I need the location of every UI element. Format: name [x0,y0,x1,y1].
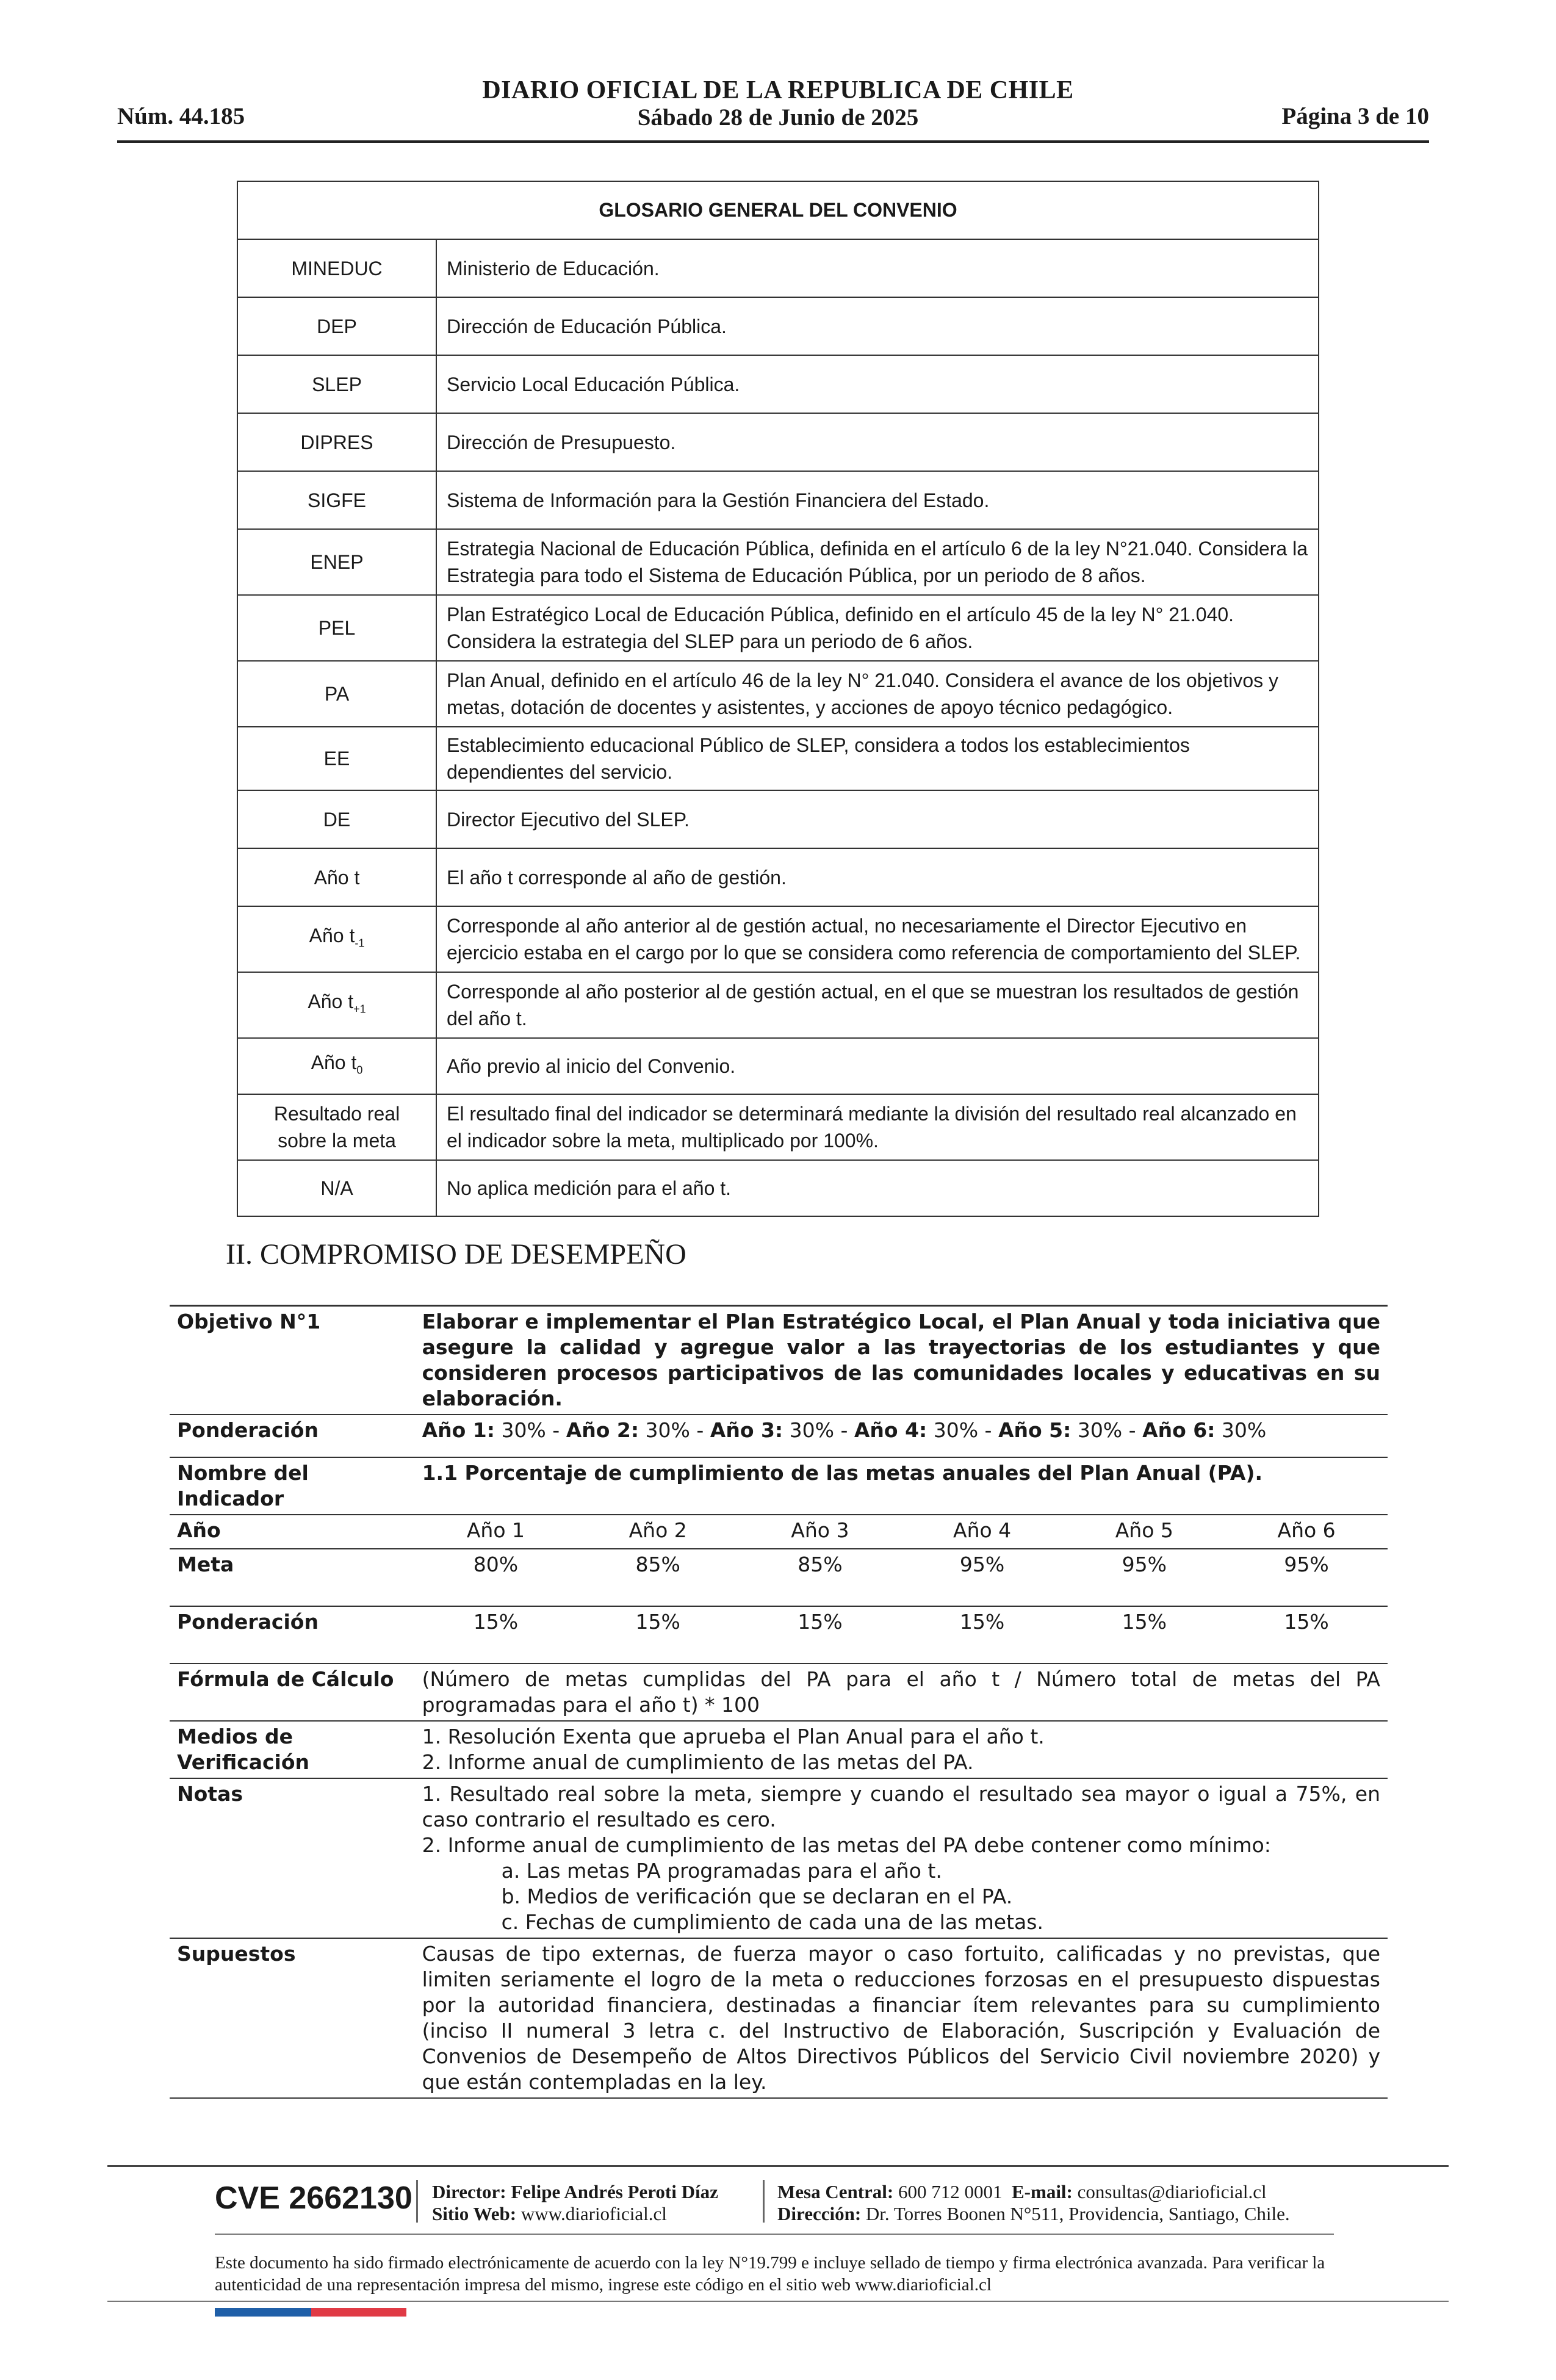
weighting-value: 30% - [927,1418,998,1442]
weighting-year: Año 1: [422,1418,495,1442]
footer-website [432,2203,718,2225]
flag-bar-red [311,2308,406,2317]
list-item: 1. Resolución Exenta que aprueba el Plan Anual para el año t. [422,1725,1045,1748]
table-row [170,1664,1388,1721]
footer-contact-block [777,2181,1290,2225]
website-label: Sitio Web: [432,2203,517,2224]
footer-separator [416,2180,418,2223]
glossary-term: N/A [237,1160,436,1216]
glossary-definition: No aplica medición para el año t. [436,1160,1319,1216]
footer-address [777,2203,1290,2225]
glossary-definition: Dirección de Educación Pública. [436,297,1319,355]
glossary-term: PEL [237,595,436,661]
table-row [237,1038,1319,1094]
year-header: Año 5 [1115,1518,1173,1542]
weighting-year: Año 3: [710,1418,783,1442]
weighting-value: 30% - [639,1418,710,1442]
glossary-definition: Año previo al inicio del Convenio. [436,1038,1319,1094]
goal-value: 95% [1122,1552,1167,1576]
assumptions-label: Supuestos [177,1942,296,1966]
glossary-definition: Establecimiento educacional Público de SLEP, considera a todos los establecimientos dependientes del servicio. [436,727,1319,790]
assumptions-text: Causas de tipo externas, de fuerza mayor o caso fortuito, calificadas y no previstas, que limiten seriamente el logro de la meta o reducciones forzosas en el presupuesto dispuestas por la autoridad financiera, destinadas a financiar ítem relevantes para su cumplimiento (inciso II numeral 3 letra c. del Instructivo de Elaboración, Suscripción y Evaluación de Convenios de Desempeño de Altos Directivos Públicos del Servicio Civil noviembre 2020) y que están contempladas en la ley. [422,1942,1380,2094]
footer-separator [763,2180,765,2223]
table-row [170,1515,1388,1549]
note-item: 2. Informe anual de cumplimiento de las metas del PA debe contener como mínimo: [422,1833,1271,1857]
footer-phone-email [777,2181,1290,2203]
table-row [237,297,1319,355]
table-row [237,661,1319,727]
table-row [237,848,1319,906]
table-row [237,727,1319,790]
weighting-value: 30% [1215,1418,1267,1442]
glossary-term-subscript: 0 [356,1064,363,1076]
glossary-definition: Estrategia Nacional de Educación Pública, definida en el artículo 6 de la ley N°21.040. Considera la Estrategia para todo el Sistema de Educación Pública, por un periodo de 8 años. [436,529,1319,595]
address-value: Dr. Torres Boonen N°511, Providencia, Santiago, Chile. [861,2203,1290,2224]
goal-value: 85% [798,1552,843,1576]
table-row [237,1094,1319,1160]
goal-value: 85% [635,1552,680,1576]
table-row [237,1160,1319,1216]
indicator-label: Nombre del Indicador [177,1461,309,1510]
issue-number: Núm. 44.185 [117,103,245,129]
notes-content [415,1778,1388,1938]
glossary-term-base: Año t [309,924,355,947]
glossary-definition: Director Ejecutivo del SLEP. [436,790,1319,848]
weighting-row-value: 15% [635,1610,680,1634]
performance-commitment-table [170,1305,1388,2099]
notes-label: Notas [177,1782,243,1806]
glossary-term-subscript: -1 [355,937,365,950]
table-row [170,1606,1388,1664]
table-row [170,1778,1388,1938]
glossary-definition: Ministerio de Educación. [436,239,1319,297]
director-label: Director: [432,2181,506,2202]
header-divider [117,140,1429,143]
weighting-value: 30% - [1071,1418,1143,1442]
year-header: Año 1 [466,1518,525,1542]
glossary-term: DEP [237,297,436,355]
note-subitem: b. Medios de verificación que se declaran en el PA. [501,1884,1013,1908]
weighting-year: Año 4: [854,1418,927,1442]
table-row [237,972,1319,1038]
weighting-row-value: 15% [473,1610,519,1634]
weighting-values [415,1415,1388,1457]
cve-code: CVE 2662130 [215,2180,412,2216]
glossary-definition: Plan Estratégico Local de Educación Pública, definido en el artículo 45 de la ley N° 21.040. Considera la estrategia del SLEP para un periodo de 6 años. [436,595,1319,661]
weighting-row-label: Ponderación [177,1610,319,1634]
table-row [237,595,1319,661]
note-item: 1. Resultado real sobre la meta, siempre y cuando el resultado sea mayor o igual a 75%, en caso contrario el resultado es cero. [422,1782,1380,1831]
newspaper-title: DIARIO OFICIAL DE LA REPUBLICA DE CHILE [482,76,1074,104]
table-row [237,471,1319,529]
weighting-year: Año 5: [998,1418,1072,1442]
glossary-term: MINEDUC [237,239,436,297]
footer-divider [107,2165,1449,2167]
weighting-row-value: 15% [1284,1610,1329,1634]
glossary-term [237,906,436,972]
goal-value: 80% [473,1552,519,1576]
glossary-term: SIGFE [237,471,436,529]
year-label: Año [177,1518,221,1542]
table-row [237,239,1319,297]
glossary-term: PA [237,661,436,727]
table-row [170,1549,1388,1606]
footer-divider [107,2301,1449,2302]
glossary-term: ENEP [237,529,436,595]
table-row [237,413,1319,471]
glossary-definition: Corresponde al año posterior al de gestión actual, en el que se muestran los resultados de gestión del año t. [436,972,1319,1038]
glossary-term-base: Año t [311,1051,357,1073]
weighting-label: Ponderación [177,1418,319,1442]
table-row [170,1415,1388,1457]
table-row [237,790,1319,848]
note-subitem: a. Las metas PA programadas para el año t. [501,1859,942,1883]
flag-bar-blue [215,2308,311,2317]
phone-label: Mesa Central: [777,2181,894,2202]
glossary-title: GLOSARIO GENERAL DEL CONVENIO [237,181,1319,239]
address-label: Dirección: [777,2203,862,2224]
email-label: E-mail: [1012,2181,1073,2202]
table-row [170,1457,1388,1515]
goal-label: Meta [177,1552,234,1576]
list-item: 2. Informe anual de cumplimiento de las metas del PA. [422,1750,974,1774]
glossary-definition: El año t corresponde al año de gestión. [436,848,1319,906]
table-row [170,1721,1388,1778]
glossary-term: DIPRES [237,413,436,471]
glossary-term: DE [237,790,436,848]
glossary-definition: Plan Anual, definido en el artículo 46 de la ley N° 21.040. Considera el avance de los objetivos y metas, dotación de docentes y asistentes, y acciones de apoyo técnico pedagógico. [436,661,1319,727]
note-subitem: c. Fechas de cumplimiento de cada una de las metas. [501,1910,1043,1934]
table-row [237,906,1319,972]
glossary-definition: Servicio Local Educación Pública. [436,355,1319,413]
table-row [237,355,1319,413]
footer-legal-notice: Este documento ha sido firmado electrónicamente de acuerdo con la ley N°19.799 e incluye sellado de tiempo y firma electrónica avanzada. Para verificar la autenticidad de una representación impresa del mismo, ingrese este código en el sitio web www.diarioficial.cl [215,2253,1325,2295]
glossary-term: EE [237,727,436,790]
year-header: Año 4 [953,1518,1012,1542]
glossary-term-base: Año t [308,990,354,1012]
footer-divider [215,2234,1334,2235]
weighting-year: Año 2: [566,1418,639,1442]
formula-text: (Número de metas cumplidas del PA para el año t / Número total de metas del PA programadas para el año t) * 100 [422,1667,1380,1717]
glossary-term [237,1038,436,1094]
verification-list [415,1721,1388,1778]
year-header: Año 3 [791,1518,849,1542]
year-header: Año 2 [629,1518,687,1542]
email-link[interactable]: consultas@diarioficial.cl [1072,2181,1267,2202]
weighting-row-value: 15% [798,1610,843,1634]
footer-director-block [432,2181,718,2225]
glossary-term: Año t [237,848,436,906]
year-header: Año 6 [1277,1518,1336,1542]
footer-director [432,2181,718,2203]
website-link[interactable]: www.diarioficial.cl [516,2203,667,2224]
table-row [170,1938,1388,2098]
table-row [170,1306,1388,1415]
glossary-definition: El resultado final del indicador se determinará mediante la división del resultado real alcanzado en el indicador sobre la meta, multiplicado por 100%. [436,1094,1319,1160]
glossary-term: Resultado real sobre la meta [237,1094,436,1160]
glossary-definition: Dirección de Presupuesto. [436,413,1319,471]
glossary-term [237,972,436,1038]
glossary-table [237,181,1319,1217]
page-indicator: Página 3 de 10 [1281,103,1429,129]
issue-date: Sábado 28 de Junio de 2025 [637,104,919,131]
phone-value: 600 712 0001 [893,2181,1003,2202]
table-row [237,529,1319,595]
glossary-header-row [237,181,1319,239]
glossary-definition: Sistema de Información para la Gestión Financiera del Estado. [436,471,1319,529]
verification-label: Medios de Verificación [177,1725,310,1774]
formula-label: Fórmula de Cálculo [177,1667,394,1691]
weighting-row-value: 15% [1122,1610,1167,1634]
section-title: II. COMPROMISO DE DESEMPEÑO [226,1238,686,1271]
objective-text: Elaborar e implementar el Plan Estratégico Local, el Plan Anual y toda iniciativa que asegure la calidad y agregue valor a las trayectorias de los estudiantes y que consideren procesos participativos de las comunidades locales y educativas en su elaboración. [422,1310,1380,1410]
glossary-term: SLEP [237,355,436,413]
weighting-value: 30% - [494,1418,566,1442]
glossary-term-subscript: +1 [353,1003,366,1015]
director-name: Felipe Andrés Peroti Díaz [506,2181,718,2202]
indicator-name: 1.1 Porcentaje de cumplimiento de las metas anuales del Plan Anual (PA). [422,1461,1263,1485]
glossary-definition: Corresponde al año anterior al de gestión actual, no necesariamente el Director Ejecutivo en ejercicio estaba en el cargo por lo que se considera como referencia de comportamiento del SLEP. [436,906,1319,972]
objective-label: Objetivo N°1 [177,1310,321,1333]
weighting-value: 30% - [783,1418,854,1442]
weighting-row-value: 15% [959,1610,1005,1634]
goal-value: 95% [959,1552,1005,1576]
goal-value: 95% [1284,1552,1329,1576]
weighting-year: Año 6: [1142,1418,1216,1442]
